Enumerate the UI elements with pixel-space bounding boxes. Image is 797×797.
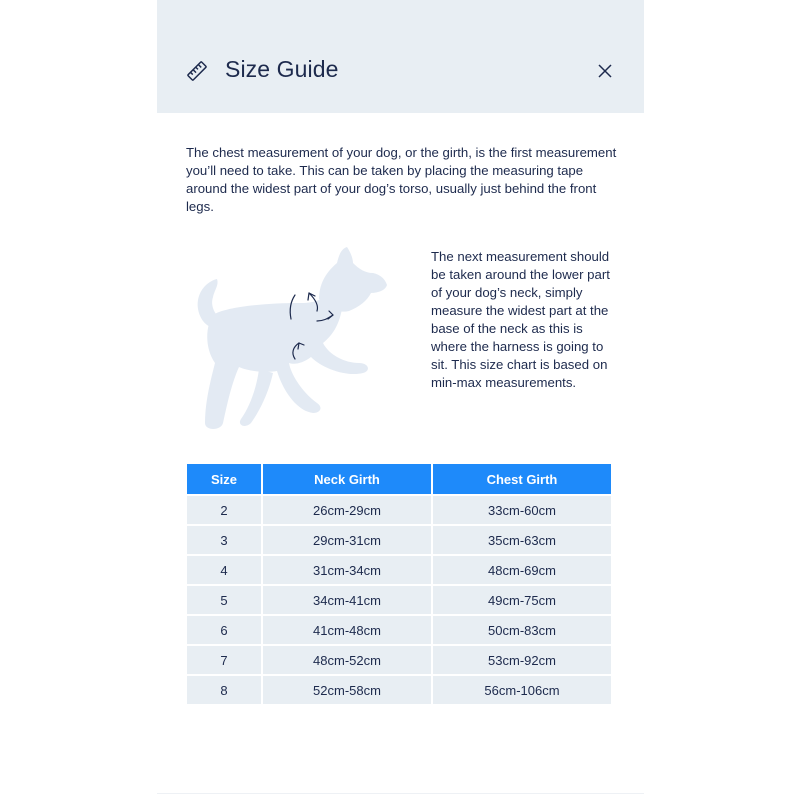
cell-size: 5 <box>187 585 262 615</box>
header-neck-girth: Neck Girth <box>262 464 432 495</box>
size-guide-modal <box>157 0 644 797</box>
cell-size: 4 <box>187 555 262 585</box>
cell-neck-girth: 52cm-58cm <box>262 675 432 705</box>
cell-size: 3 <box>187 525 262 555</box>
modal-bottom-divider <box>157 793 644 794</box>
cell-chest-girth: 33cm-60cm <box>432 495 611 525</box>
cell-size: 2 <box>187 495 262 525</box>
cell-size: 8 <box>187 675 262 705</box>
cell-size: 7 <box>187 645 262 675</box>
size-chart-table <box>187 464 611 706</box>
table-row <box>187 555 611 585</box>
cell-chest-girth: 48cm-69cm <box>432 555 611 585</box>
dog-silhouette-icon <box>183 245 413 435</box>
cell-neck-girth: 34cm-41cm <box>262 585 432 615</box>
neck-measurement-text: The next measurement should be taken around the lower part of your dog’s neck, simply measure the widest part at the base of the neck as this is where the harness is going to sit. This size chart is based on min-max measurements. <box>431 249 610 390</box>
table-row <box>187 675 611 705</box>
modal-header <box>157 0 644 113</box>
close-icon[interactable] <box>596 62 614 80</box>
cell-neck-girth: 29cm-31cm <box>262 525 432 555</box>
cell-chest-girth: 49cm-75cm <box>432 585 611 615</box>
table-row <box>187 495 611 525</box>
cell-neck-girth: 48cm-52cm <box>262 645 432 675</box>
ruler-icon <box>186 60 208 82</box>
table-row <box>187 615 611 645</box>
modal-title: Size Guide <box>225 56 339 82</box>
cell-size: 6 <box>187 615 262 645</box>
table-row <box>187 645 611 675</box>
cell-neck-girth: 26cm-29cm <box>262 495 432 525</box>
cell-chest-girth: 56cm-106cm <box>432 675 611 705</box>
cell-chest-girth: 53cm-92cm <box>432 645 611 675</box>
table-row <box>187 525 611 555</box>
table-header-row <box>187 464 611 495</box>
cell-neck-girth: 41cm-48cm <box>262 615 432 645</box>
header-chest-girth: Chest Girth <box>432 464 611 495</box>
table-row <box>187 585 611 615</box>
cell-chest-girth: 35cm-63cm <box>432 525 611 555</box>
intro-paragraph: The chest measurement of your dog, or the girth, is the first measurement you’ll need to take. This can be taken by placing the measuring tape around the widest part of your dog’s torso, usually just behind the front legs. <box>186 145 617 214</box>
header-size: Size <box>187 464 262 495</box>
cell-chest-girth: 50cm-83cm <box>432 615 611 645</box>
cell-neck-girth: 31cm-34cm <box>262 555 432 585</box>
